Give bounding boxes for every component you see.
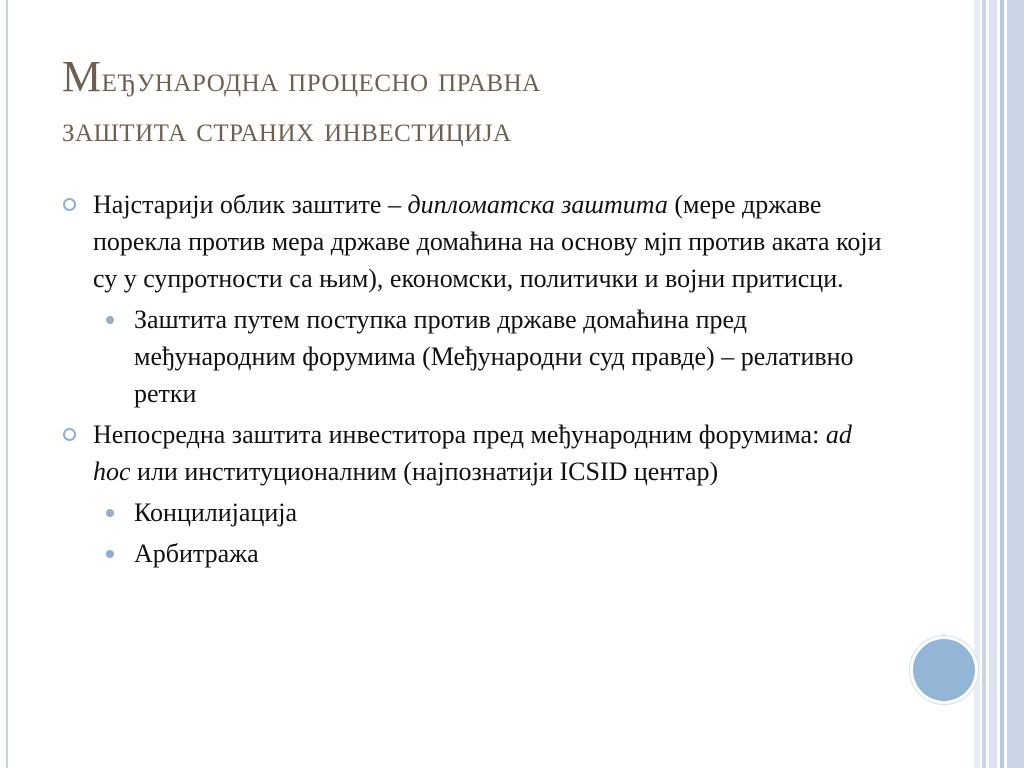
dot-bullet-icon: [106, 550, 114, 558]
sub-bullet-list: [93, 301, 892, 412]
sub-bullet-item: [62, 494, 892, 531]
sub-bullet-text: Арбитража: [134, 539, 259, 568]
title-line1: еђународна процесно правна: [101, 59, 541, 99]
ring-bullet-icon: [63, 198, 76, 211]
left-frame-line: [6, 0, 8, 768]
stripe: [974, 0, 980, 768]
bullet-item: [62, 416, 892, 572]
stripe: [982, 0, 986, 768]
sub-bullet-list: [93, 494, 892, 572]
title-line2: заштита страних инвестиција: [62, 109, 512, 149]
bullet-text: (мере државе порекла против мера државе домаћина на основу мјп против аката који су у супротности са њим), економски, политички и војни притисци.: [93, 190, 882, 293]
sub-bullet-text: Заштита путем поступка против државе домаћина пред међународним форумима (Међународни суд правде) – релативно ретки: [134, 305, 854, 408]
stripe: [1007, 0, 1024, 768]
sub-bullet-item: [62, 535, 892, 572]
stripe: [1000, 0, 1004, 768]
slide-title: [62, 52, 882, 154]
bullet-italic-term: дипломатска заштита: [407, 190, 668, 219]
stripe: [989, 0, 997, 768]
dot-bullet-icon: [106, 509, 114, 517]
slide-body: [62, 186, 892, 576]
right-decorative-stripes: [974, 0, 1024, 768]
dot-bullet-icon: [106, 316, 114, 324]
bullet-italic-term: ad hoc: [93, 420, 852, 486]
sub-bullet-item: [62, 301, 892, 412]
bullet-list: [62, 186, 892, 572]
bullet-text: Непосредна заштита инвеститора пред међународним форумима:: [93, 420, 826, 449]
sub-bullet-text: Концилијација: [134, 498, 298, 527]
bullet-text: Најстарији облик заштите –: [93, 190, 408, 219]
decorative-circle: [913, 639, 975, 701]
ring-bullet-icon: [63, 428, 76, 441]
bullet-text: или институционалним (најпознатији ICSID центар): [130, 457, 719, 486]
bullet-item: [62, 186, 892, 412]
title-first-letter: М: [62, 52, 102, 101]
